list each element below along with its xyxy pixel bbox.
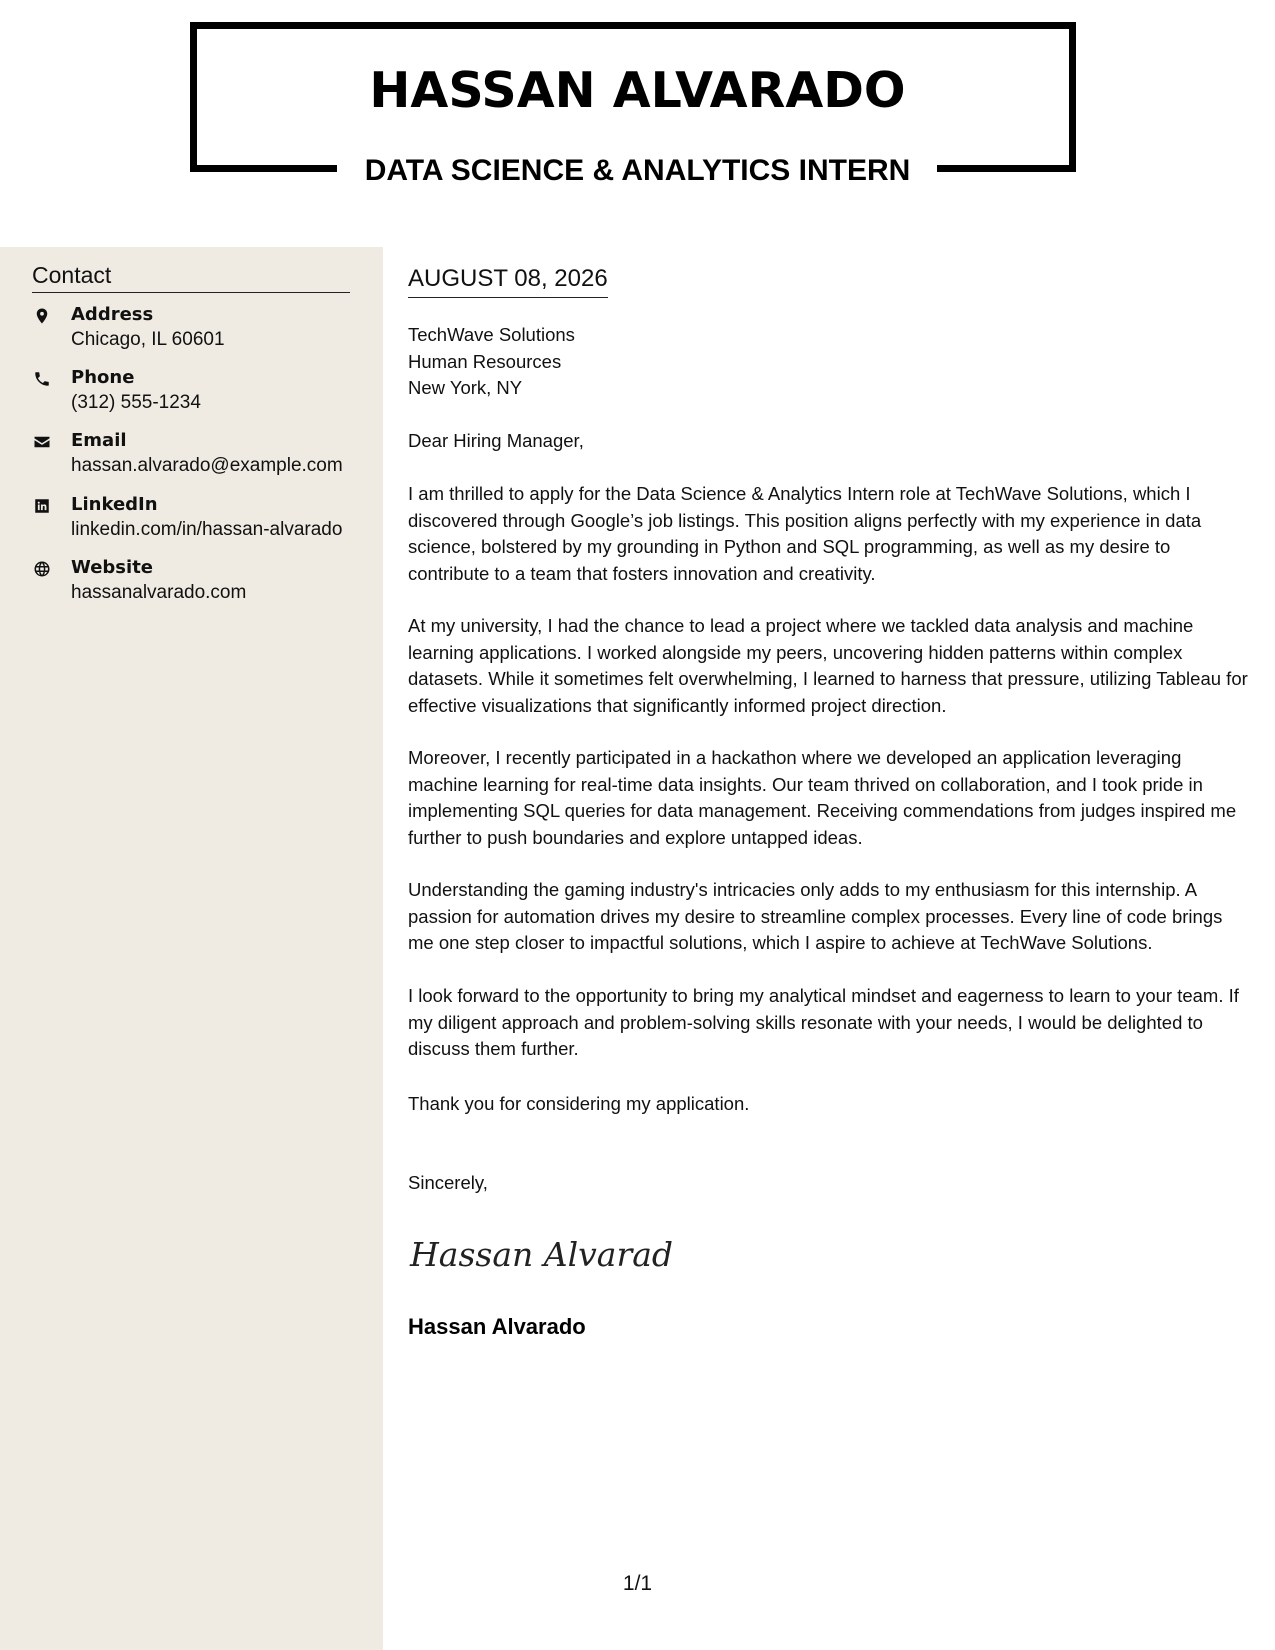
recipient-line: Human Resources	[408, 350, 562, 372]
paragraph: Understanding the gaming industry's intricacies only adds to my enthusiasm for this internship. A passion for automation drives my desire to streamline complex processes. Every line of code brings me one step closer to impactful solutions, which I aspire to achieve at TechWave Solutions.	[408, 879, 1223, 953]
linkedin-icon	[32, 496, 52, 516]
thanks-line: Thank you for considering my application.	[408, 1093, 750, 1114]
paragraph: I look forward to the opportunity to bring my analytical mindset and eagerness to learn to your team. If my diligent approach and problem-solving skills resonate with your needs, I would be delighted to discuss them further.	[408, 985, 1239, 1059]
globe-icon	[32, 559, 52, 579]
contact-value: Chicago, IL 60601	[71, 329, 225, 350]
contact-label: LinkedIn	[71, 494, 158, 515]
handwritten-signature	[408, 1228, 678, 1280]
phone-icon	[32, 369, 52, 389]
recipient-line: New York, NY	[408, 377, 523, 398]
contact-value[interactable]: hassan.alvarado@example.com	[71, 455, 343, 476]
contact-heading: Contact	[32, 262, 350, 293]
contact-label: Email	[71, 430, 127, 451]
paragraph: At my university, I had the chance to lead a project where we tackled data analysis and machine learning applications. I worked alongside my peers, uncovering hidden patterns within complex datasets. While it sometimes felt overwhelming, I learned to harness that pressure, utilizing Tableau for effective visualizations that significantly informed project direction.	[408, 615, 1248, 716]
page-number: 1/1	[622, 1572, 653, 1595]
recipient-block	[408, 322, 575, 402]
job-title: DATA SCIENCE & ANALYTICS INTERN	[364, 154, 911, 187]
envelope-icon	[32, 432, 52, 452]
contact-value: (312) 555-1234	[71, 392, 201, 413]
signature-text: Hassan Alvarad	[410, 1235, 674, 1274]
contact-label: Website	[71, 557, 154, 578]
closing: Sincerely,	[408, 1172, 488, 1193]
recipient-line: TechWave Solutions	[408, 324, 575, 345]
paragraph: Moreover, I recently participated in a hackathon where we developed an application leveraging machine learning for real-time data insights. Our team thrived on collaboration, and I took pride in implementing SQL queries for data management. Receiving commendations from judges inspired me further to push boundaries and explore untapped ideas.	[408, 747, 1237, 848]
letter-date: AUGUST 08, 2026	[408, 265, 608, 298]
paragraph: I am thrilled to apply for the Data Science & Analytics Intern role at TechWave Solutions, which I discovered through Google’s job listings. This position aligns perfectly with my experience in data science, bolstered by my grounding in Python and SQL programming, as well as my desire to contribute to a team that fosters innovation and creativity.	[408, 483, 1202, 584]
salutation: Dear Hiring Manager,	[408, 430, 584, 451]
contact-label: Address	[71, 304, 154, 325]
applicant-name: HASSAN ALVARADO	[369, 62, 906, 119]
contact-value[interactable]: hassanalvarado.com	[71, 582, 247, 603]
contact-value[interactable]: linkedin.com/in/hassan-alvarado	[71, 519, 343, 540]
contact-label: Phone	[71, 367, 135, 388]
map-pin-icon	[32, 306, 52, 326]
signer-name: Hassan Alvarado	[408, 1314, 586, 1339]
